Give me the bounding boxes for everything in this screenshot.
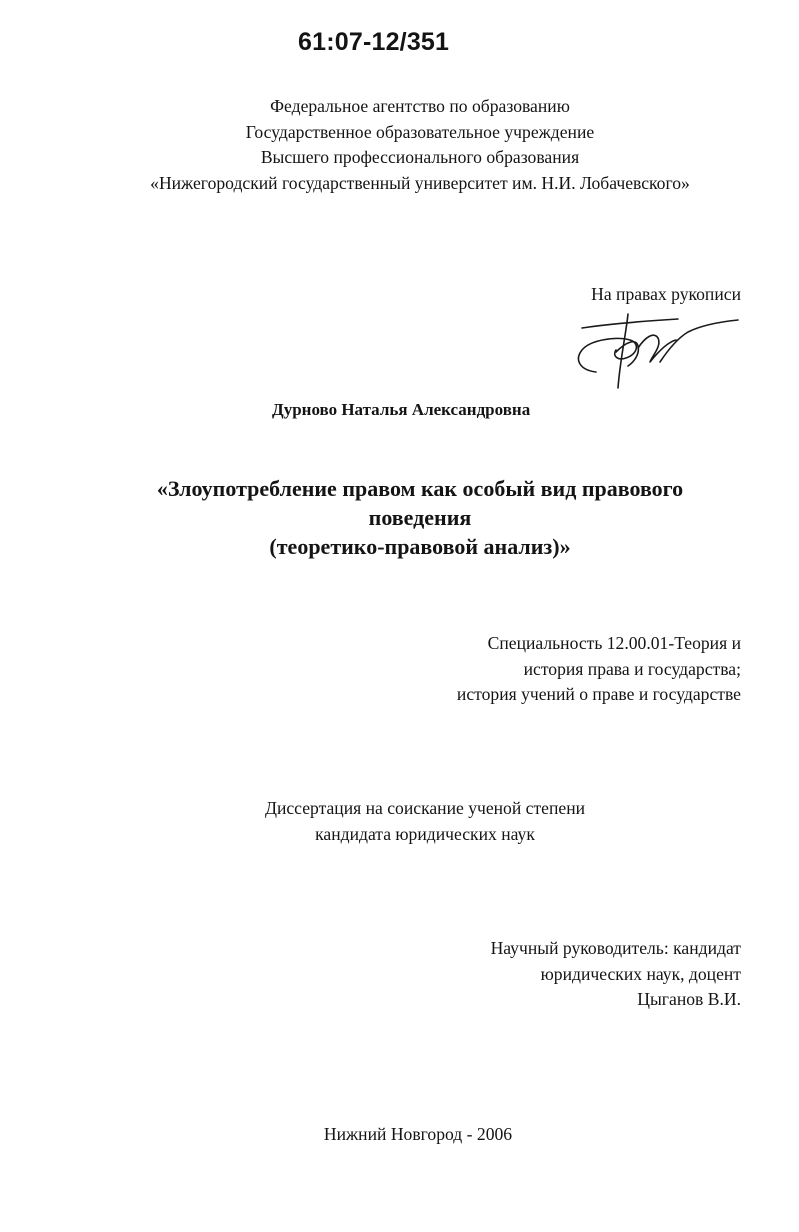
- title-line: «Злоупотребление правом как особый вид правового: [156, 476, 684, 501]
- organization-block: [0, 94, 799, 196]
- registration-code: 61:07-12/351: [298, 28, 450, 56]
- speciality-line: история учений о праве и государстве: [456, 684, 741, 704]
- author-name: Дурново Наталья Александровна: [272, 400, 531, 419]
- city-year: Нижний Новгород - 2006: [323, 1124, 513, 1144]
- organization-line: Высшего профессионального образования: [260, 147, 580, 167]
- supervisor-name: Цыганов В.И.: [637, 989, 741, 1009]
- organization-line: «Нижегородский государственный университет им. Н.И. Лобачевского»: [150, 172, 690, 193]
- speciality-block: [457, 631, 741, 708]
- speciality-line: история права и государства;: [523, 658, 741, 679]
- organization-line: Государственное образовательное учреждение: [245, 121, 595, 142]
- supervisor-line: Научный руководитель: кандидат: [490, 938, 741, 958]
- supervisor-line: юридических наук, доцент: [540, 963, 741, 984]
- degree-block: [0, 796, 799, 847]
- speciality-line: Специальность 12.00.01-Теория и: [487, 633, 741, 653]
- manuscript-note: На правах рукописи: [591, 284, 741, 304]
- supervisor-block: [491, 936, 741, 1013]
- degree-line: Диссертация на соискание ученой степени: [264, 798, 586, 818]
- degree-line: кандидата юридических наук: [315, 823, 535, 844]
- title-line: (теоретико-правовой анализ)»: [269, 534, 571, 559]
- organization-line: Федеральное агентство по образованию: [270, 96, 570, 116]
- dissertation-title: [0, 474, 799, 561]
- title-line: поведения: [368, 505, 472, 530]
- handwritten-signature-icon: [568, 312, 744, 390]
